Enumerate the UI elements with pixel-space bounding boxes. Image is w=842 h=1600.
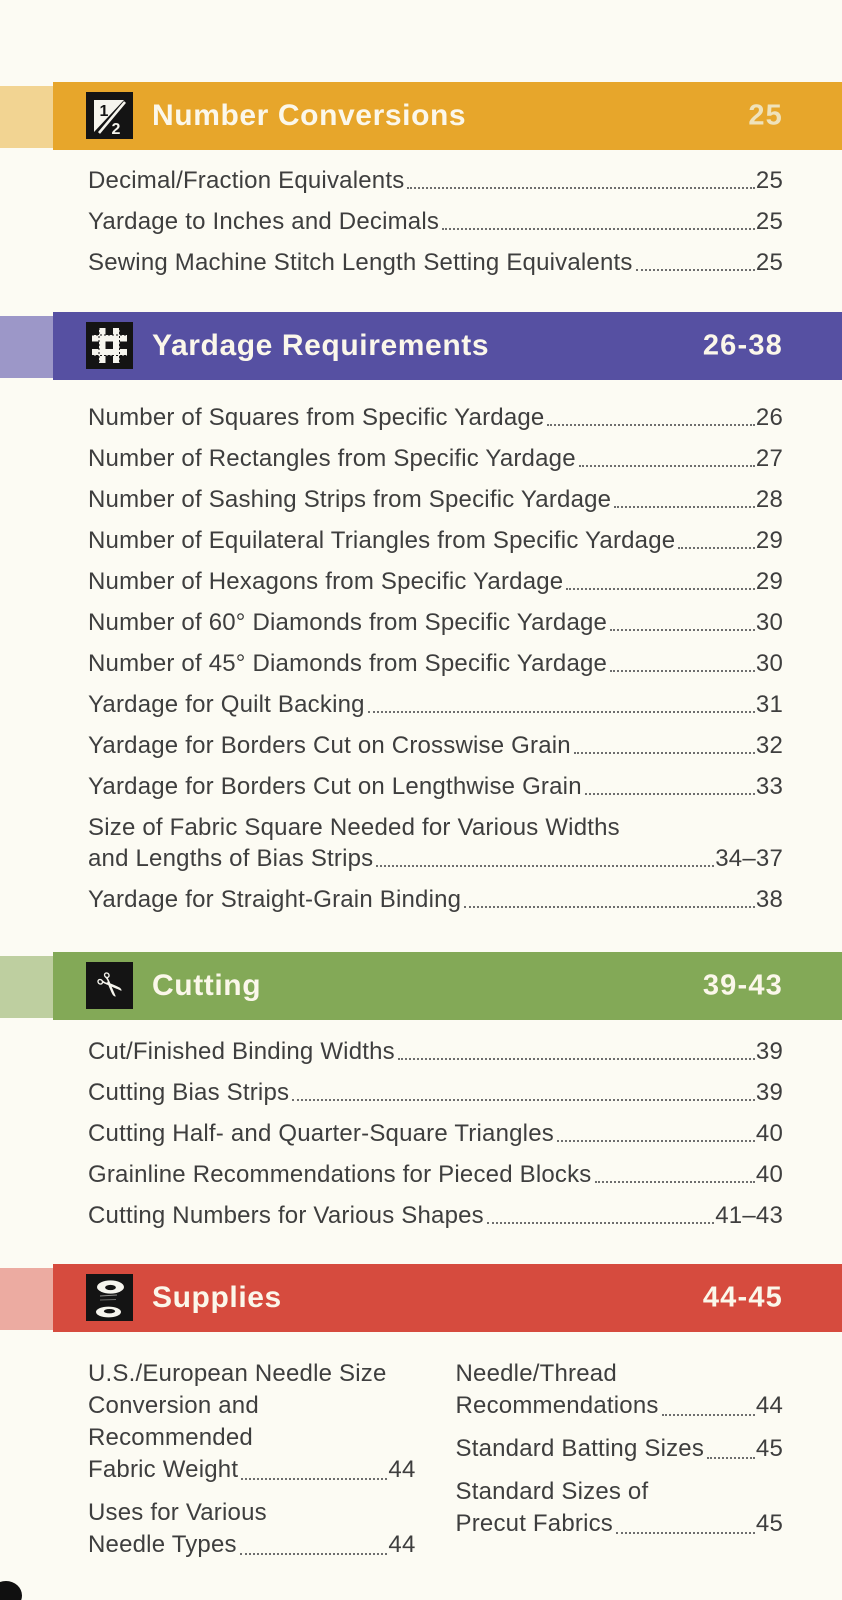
leader-dots [487,1222,714,1224]
fraction-denominator: 2 [111,121,121,138]
entry-page: 27 [755,445,783,472]
toc-entry-list [88,168,783,291]
toc-entry [88,1497,416,1561]
toc-entry [88,774,783,799]
entry-title: Yardage to Inches and Decimals [88,208,440,235]
section-header-bar [0,312,842,380]
supplies-right-column [456,1358,784,1572]
toc-entry [88,1080,783,1105]
leader-dots [566,588,755,590]
leader-dots [616,1532,755,1534]
bar-left-accent [0,86,53,148]
supplies-columns [88,1358,783,1572]
toc-entry [88,446,783,471]
entry-page: 45 [755,1435,783,1462]
section-header-bar [0,952,842,1020]
entry-page: 29 [755,568,783,595]
entry-page: 41–43 [715,1202,783,1229]
bar-left-accent [0,316,53,378]
leader-dots [574,752,755,754]
toc-entry-list [88,405,783,928]
entry-title-line1: Uses for Various [88,1499,267,1526]
entry-title: Grainline Recommendations for Pieced Blocks [88,1161,592,1188]
entry-title-line2: Conversion and Recommended [88,1392,259,1451]
entry-page: 33 [755,773,783,800]
toc-entry [88,887,783,912]
toc-entry-list [88,1039,783,1244]
toc-entry [88,610,783,635]
entry-title: Number of 60° Diamonds from Specific Yardage [88,609,608,636]
leader-dots [407,187,754,189]
entry-title-line1: Needle/Thread [455,1360,617,1387]
entry-title: Cut/Finished Binding Widths [88,1038,395,1065]
leader-dots [707,1457,755,1459]
entry-page: 44 [388,1456,416,1483]
page-corner-mark [0,1581,22,1600]
fraction-numerator: 1 [99,103,109,120]
entry-title: Yardage for Quilt Backing [88,691,365,718]
toc-entry [456,1433,784,1465]
toc-entry [88,209,783,234]
scissors-glyph: ✂ [85,961,134,1010]
section-page-range: 39-43 [702,969,783,1002]
toc-entry [88,1162,783,1187]
leader-dots [398,1058,755,1060]
toc-entry [456,1476,784,1540]
leader-dots [662,1414,755,1416]
leader-dots [610,629,755,631]
entry-page: 25 [755,167,783,194]
toc-entry [88,528,783,553]
entry-page: 39 [755,1079,783,1106]
leader-dots [241,1478,387,1480]
entry-title-line2: Needle Types [88,1531,237,1558]
entry-title: Yardage for Straight-Grain Binding [88,886,462,913]
toc-entry-twoline [88,815,783,871]
entry-title: Number of 45° Diamonds from Specific Yardage [88,650,608,677]
entry-title: Number of Squares from Specific Yardage [88,404,545,431]
entry-page: 34–37 [715,845,783,872]
entry-title: Cutting Half- and Quarter-Square Triangles [88,1120,554,1147]
leader-dots [636,269,755,271]
leader-dots [610,670,755,672]
entry-title: Number of Hexagons from Specific Yardage [88,568,564,595]
toc-entry [88,651,783,676]
entry-page: 44 [755,1392,783,1419]
scissors-icon [86,962,133,1009]
entry-title: Yardage for Borders Cut on Crosswise Grain [88,732,571,759]
entry-title: Sewing Machine Stitch Length Setting Equivalents [88,249,633,276]
leader-dots [557,1140,755,1142]
entry-title: Number of Sashing Strips from Specific Yardage [88,486,612,513]
leader-dots [678,547,755,549]
section-page-range: 26-38 [702,329,783,362]
patchwork-grid-icon [86,322,133,369]
entry-page: 39 [755,1038,783,1065]
entry-title-line2: Precut Fabrics [455,1510,614,1537]
entry-title-line1: U.S./European Needle Size [88,1360,387,1387]
section-header-bar [0,82,842,150]
leader-dots [442,228,755,230]
toc-entry [88,168,783,193]
leader-dots [547,424,754,426]
toc-entry [88,405,783,430]
entry-title: Number of Rectangles from Specific Yardage [88,445,576,472]
entry-page: 40 [755,1161,783,1188]
toc-entry [88,487,783,512]
toc-entry [88,1358,416,1486]
entry-page: 30 [755,609,783,636]
entry-page: 40 [755,1120,783,1147]
leader-dots [579,465,755,467]
toc-entry [88,1203,783,1228]
entry-page: 25 [755,208,783,235]
entry-title: Decimal/Fraction Equivalents [88,167,405,194]
leader-dots [376,865,714,867]
half-square-fraction-icon [86,92,133,139]
section-title: Number Conversions [152,99,467,132]
entry-title-line3: Fabric Weight [88,1456,239,1483]
leader-dots [595,1181,755,1183]
section-title: Cutting [152,969,262,1002]
entry-page: 38 [755,886,783,913]
leader-dots [368,711,755,713]
entry-title: Cutting Bias Strips [88,1079,290,1106]
entry-title: Yardage for Borders Cut on Lengthwise Grain [88,773,582,800]
entry-page: 45 [755,1510,783,1537]
entry-page: 32 [755,732,783,759]
entry-title: Cutting Numbers for Various Shapes [88,1202,484,1229]
entry-page: 26 [755,404,783,431]
entry-title-line2: and Lengths of Bias Strips [88,845,374,872]
entry-title: Standard Batting Sizes [455,1435,705,1462]
toc-entry [88,1039,783,1064]
leader-dots [464,906,755,908]
entry-title-line1: Standard Sizes of [455,1478,649,1505]
entry-page: 29 [755,527,783,554]
section-title: Yardage Requirements [152,329,490,362]
leader-dots [240,1553,388,1555]
supplies-left-column [88,1358,416,1572]
bar-left-accent [0,956,53,1018]
toc-entry [88,1121,783,1146]
entry-title-line2: Recommendations [455,1392,659,1419]
thread-spool-icon [86,1274,133,1321]
leader-dots [585,793,755,795]
bar-left-accent [0,1268,53,1330]
toc-entry [88,250,783,275]
entry-page: 31 [755,691,783,718]
toc-entry [88,569,783,594]
leader-dots [292,1099,755,1101]
section-page-range: 44-45 [702,1281,783,1314]
entry-page: 25 [755,249,783,276]
entry-title: Number of Equilateral Triangles from Specific Yardage [88,527,676,554]
entry-page: 30 [755,650,783,677]
toc-entry [88,692,783,717]
entry-page: 44 [388,1531,416,1558]
section-title: Supplies [152,1281,282,1314]
toc-entry [88,733,783,758]
entry-page: 28 [755,486,783,513]
section-header-bar [0,1264,842,1332]
toc-entry [88,846,783,871]
entry-title-line1: Size of Fabric Square Needed for Various Widths [88,814,620,841]
leader-dots [614,506,755,508]
section-page-range: 25 [748,99,783,132]
toc-entry [456,1358,784,1422]
